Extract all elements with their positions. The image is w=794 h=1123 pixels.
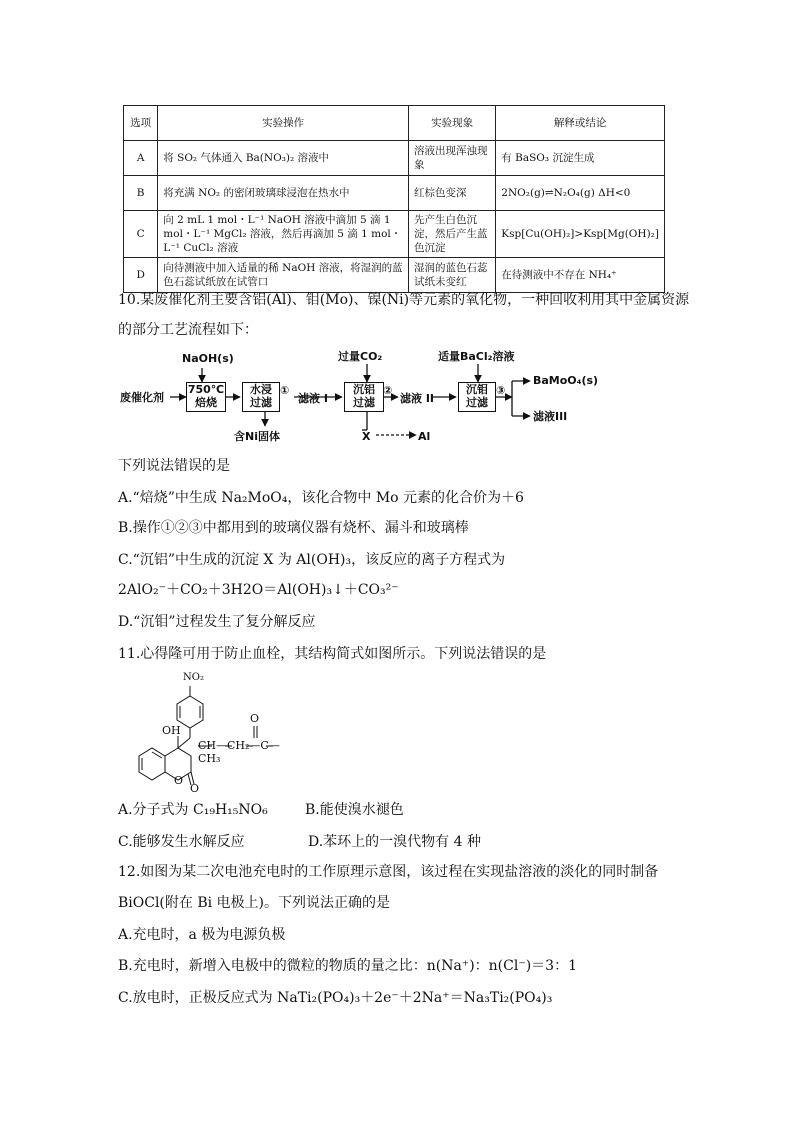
table-row: [124, 141, 665, 176]
row-operation: 向待测液中加入适量的稀 NaOH 溶液，将湿润的蓝色石蕊试纸放在试管口: [158, 258, 409, 293]
mo-precipitation-box: 沉钼 过滤: [458, 382, 496, 412]
q11-option-a: A.分子式为 C₁₉H₁₅NO₆: [118, 802, 268, 818]
q11-stem: 11.心得隆可用于防止血栓，其结构简式如图所示。下列说法错误的是: [118, 646, 547, 662]
molecule-structure: [120, 666, 300, 796]
row-phenomenon: 先产生白色沉淀，然后产生蓝色沉淀: [408, 211, 495, 258]
q10-option-c-line1: C.“沉铝”中生成的沉淀 X 为 Al(OH)₃，该反应的离子方程式为: [118, 552, 506, 568]
q10-question: 下列说法错误的是: [118, 458, 230, 474]
step-1-marker: ①: [280, 384, 290, 397]
q12-option-c: C.放电时，正极反应式为 NaTi₂(PO₄)₃＋2e⁻＋2Na⁺＝Na₃Ti₂(PO₄)₃: [118, 990, 553, 1006]
filtrate-3-label: 滤液III: [533, 410, 568, 423]
table-header-row: [124, 106, 665, 141]
step-2-marker: ②: [383, 384, 393, 397]
ni-solid-label: 含Ni固体: [234, 430, 280, 443]
q10-stem-line2: 的部分工艺流程如下：: [118, 322, 258, 338]
header-phenomenon: 实验现象: [408, 106, 495, 141]
ring-o-label: O: [174, 774, 184, 787]
q12-option-b: B.充电时，新增入电极中的微粒的物质的量之比：n(Na⁺)：n(Cl⁻)＝3：1: [118, 958, 577, 974]
step-3-marker: ③: [496, 384, 506, 397]
q11-option-d: D.苯环上的一溴代物有 4 种: [308, 834, 481, 850]
lactone-o-label: O: [190, 782, 200, 795]
row-explanation: Ksp[Cu(OH)₂]>Ksp[Mg(OH)₂]: [496, 211, 665, 258]
row-phenomenon: 湿润的蓝色石蕊试纸未变红: [408, 258, 495, 293]
table-row: [124, 211, 665, 258]
q10-option-d: D.“沉钼”过程发生了复分解反应: [118, 614, 316, 630]
q11-option-b: B.能使溴水褪色: [305, 802, 404, 818]
row-phenomenon: 溶液出现浑浊现象: [408, 141, 495, 176]
experiment-table: [123, 105, 665, 293]
table-row: [124, 176, 665, 211]
x-precipitate-label: X: [362, 430, 371, 443]
row-option: B: [124, 176, 158, 211]
q10-stem-line1: 10.某废催化剂主要含铝(Al)、钼(Mo)、镍(Ni)等元素的氧化物，一种回收利用其中金属资源: [118, 292, 690, 308]
filtrate-1-label: 滤液 I: [298, 392, 328, 405]
no2-group-label: NO₂: [183, 672, 204, 683]
naoh-label: NaOH(s): [182, 352, 234, 365]
roast-box: 750℃ 焙烧: [186, 382, 226, 412]
q12-option-a: A.充电时，a 极为电源负极: [118, 927, 286, 943]
bamoo4-product-label: BaMoO₄(s): [533, 374, 599, 387]
table-row: [124, 258, 665, 293]
waste-catalyst-label: 废催化剂: [120, 391, 164, 404]
row-operation: 将充满 NO₂ 的密闭玻璃球浸泡在热水中: [158, 176, 409, 211]
q10-option-b: B.操作①②③中都用到的玻璃仪器有烧杯、漏斗和玻璃棒: [118, 520, 469, 536]
al-precipitation-box: 沉铝 过滤: [344, 382, 384, 412]
row-operation: 向 2 mL 1 mol・L⁻¹ NaOH 溶液中滴加 5 滴 1 mol・L⁻¹ MgCl₂ 溶液，然后再滴加 5 滴 1 mol・L⁻¹ CuCl₂ 溶液: [158, 211, 409, 258]
q11-option-c: C.能够发生水解反应: [118, 834, 245, 850]
q12-stem-line2: BiOCl(附在 Bi 电极上)。下列说法正确的是: [118, 895, 391, 911]
oh-group-label: OH: [162, 724, 181, 737]
co2-label: 过量CO₂: [338, 350, 383, 363]
row-explanation: 2NO₂(g)⇌N₂O₄(g) ΔH<0: [496, 176, 665, 211]
row-option: C: [124, 211, 158, 258]
row-option: D: [124, 258, 158, 293]
al-product-label: Al: [418, 430, 431, 443]
q10-option-c-line2: 2AlO₂⁻＋CO₂＋3H2O＝Al(OH)₃↓＋CO₃²⁻: [118, 582, 399, 598]
filtrate-2-label: 滤液 II: [400, 392, 435, 405]
row-phenomenon: 红棕色变深: [408, 176, 495, 211]
row-explanation: 在待测液中不存在 NH₄⁺: [496, 258, 665, 293]
row-option: A: [124, 141, 158, 176]
carbonyl-o-label: O: [250, 712, 260, 725]
molecule-bonds: [120, 666, 300, 796]
header-explanation: 解释或结论: [496, 106, 665, 141]
bacl2-label: 适量BaCl₂溶液: [438, 350, 515, 363]
q12-stem-line1: 12.如图为某二次电池充电时的工作原理示意图，该过程在实现盐溶液的淡化的同时制备: [118, 864, 659, 880]
side-chain-label: CH—CH₂—C—CH₃: [198, 739, 280, 765]
header-option: 选项: [124, 106, 158, 141]
row-operation: 将 SO₂ 气体通入 Ba(NO₃)₂ 溶液中: [158, 141, 409, 176]
header-operation: 实验操作: [158, 106, 409, 141]
q10-option-a: A.“焙烧”中生成 Na₂MoO₄，该化合物中 Mo 元素的化合价为＋6: [118, 490, 524, 506]
process-flowchart: [120, 346, 599, 446]
row-explanation: 有 BaSO₃ 沉淀生成: [496, 141, 665, 176]
water-leach-box: 水浸 过滤: [242, 382, 280, 412]
